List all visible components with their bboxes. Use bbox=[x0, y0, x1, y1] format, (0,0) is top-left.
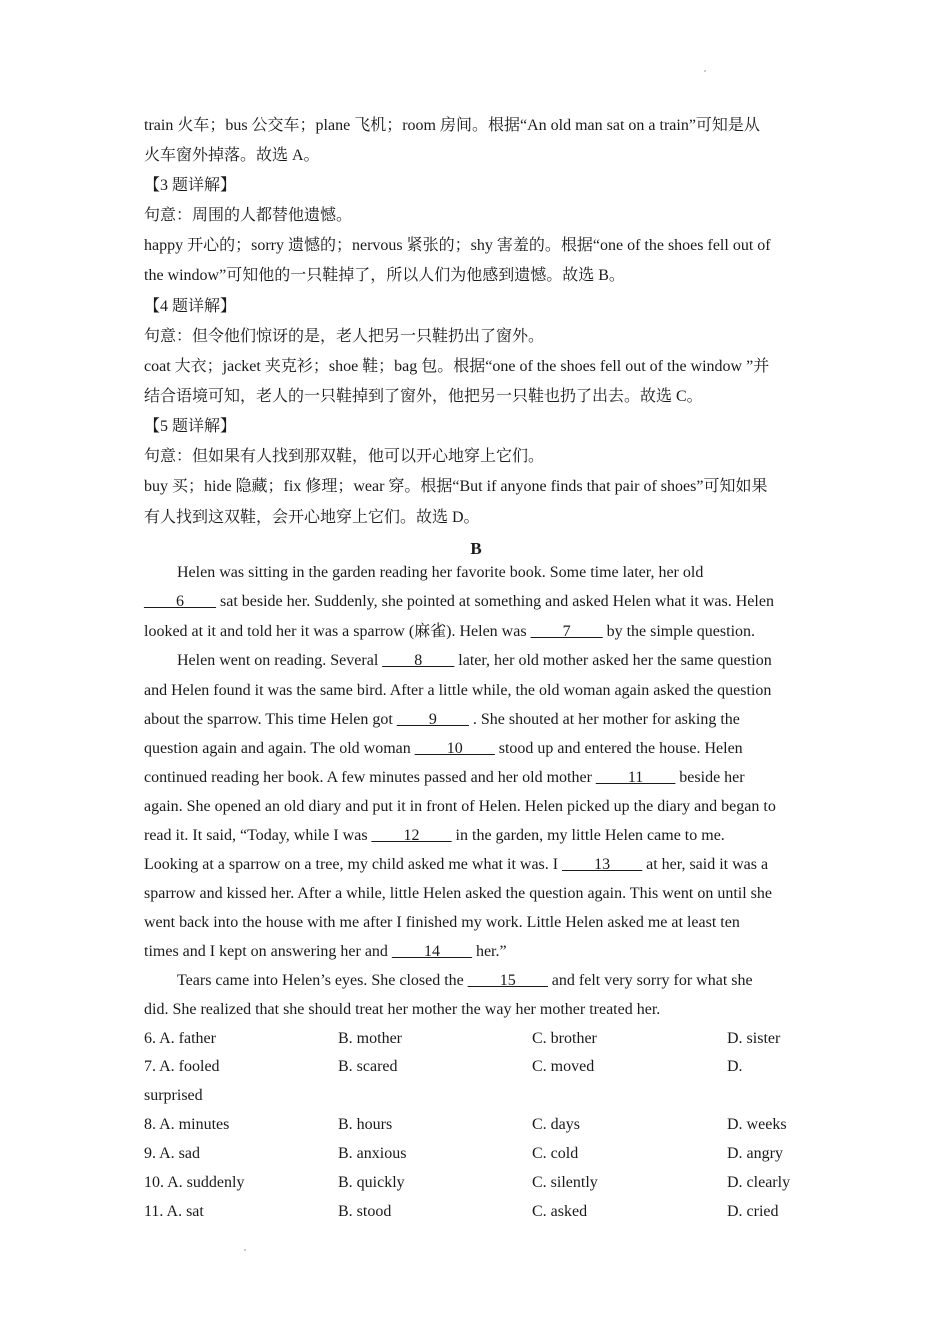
passage-line bbox=[144, 622, 755, 642]
option-row bbox=[144, 1115, 808, 1135]
passage-text: and felt very sorry for what she bbox=[547, 972, 753, 989]
option-row bbox=[144, 1057, 808, 1077]
passage-line bbox=[144, 681, 771, 701]
option-choice: C. moved bbox=[532, 1058, 595, 1075]
passage-text: continued reading her book. A few minutes passed and her old mother bbox=[144, 769, 596, 786]
option-choice: D. angry bbox=[727, 1145, 783, 1162]
blank-number: ____9____ bbox=[396, 711, 469, 728]
passage-text: Helen was sitting in the garden reading her favorite book. Some time later, her old bbox=[177, 564, 704, 581]
explanation-line: 火车窗外掉落。故选 A。 bbox=[144, 147, 320, 164]
option-row bbox=[144, 1144, 808, 1164]
blank-number: ____13____ bbox=[562, 856, 643, 873]
option-choice: C. brother bbox=[532, 1030, 597, 1047]
passage-text: and Helen found it was the same bird. After a little while, the old woman again asked the question bbox=[144, 682, 772, 699]
passage-line bbox=[144, 826, 725, 846]
explanation-line: 句意：周围的人都替他遗憾。 bbox=[144, 207, 353, 224]
option-choice: C. asked bbox=[532, 1203, 588, 1220]
option-choice: B. stood bbox=[338, 1203, 392, 1220]
explanation-line: happy 开心的；sorry 遗憾的；nervous 紧张的；shy 害羞的。根据“one of the shoes fell out of bbox=[144, 237, 771, 254]
explanation-line: 【4 题详解】 bbox=[144, 298, 237, 315]
passage-text: sparrow and kissed her. After a while, little Helen asked the question again. This went on until she bbox=[144, 885, 773, 902]
explanation-line: 结合语境可知，老人的一只鞋掉到了窗外，他把另一只鞋也扔了出去。故选 C。 bbox=[144, 388, 703, 405]
passage-text: sat beside her. Suddenly, she pointed at something and asked Helen what it was. Helen bbox=[216, 593, 774, 610]
blank-number: ____10____ bbox=[414, 740, 495, 757]
passage-line bbox=[177, 971, 753, 991]
passage-text: at her, said it was a bbox=[642, 856, 769, 873]
explanation-line: buy 买；hide 隐藏；fix 修理；wear 穿。根据“But if anyone finds that pair of shoes”可知如果 bbox=[144, 478, 768, 495]
passage-line bbox=[144, 913, 740, 933]
blank-number: ____12____ bbox=[371, 827, 452, 844]
passage-text: Looking at a sparrow on a tree, my child asked me what it was. I bbox=[144, 856, 563, 873]
option-choice: 11. A. sat bbox=[144, 1203, 204, 1220]
option-row bbox=[144, 1086, 808, 1106]
explanation-line: 有人找到这双鞋，会开心地穿上它们。故选 D。 bbox=[144, 509, 480, 526]
option-choice: B. scared bbox=[338, 1058, 398, 1075]
option-choice: B. hours bbox=[338, 1116, 393, 1133]
explanation-line: the window”可知他的一只鞋掉了，所以人们为他感到遗憾。故选 B。 bbox=[144, 267, 625, 284]
passage-line bbox=[144, 797, 776, 817]
option-choice: D. sister bbox=[727, 1030, 781, 1047]
passage-text: times and I kept on answering her and bbox=[144, 943, 392, 960]
page-mark-bottom bbox=[244, 1249, 246, 1251]
passage-text: Tears came into Helen’s eyes. She closed the bbox=[177, 972, 468, 989]
section-title: B bbox=[470, 539, 482, 558]
passage-text: read it. It said, “Today, while I was bbox=[144, 827, 372, 844]
passage-line bbox=[144, 855, 768, 875]
passage-text: went back into the house with me after I finished my work. Little Helen asked me at least ten bbox=[144, 914, 740, 931]
passage-text: later, her old mother asked her the same question bbox=[454, 652, 772, 669]
passage-text: did. She realized that she should treat her mother the way her mother treated her. bbox=[144, 1001, 661, 1018]
explanation-line: 句意：但如果有人找到那双鞋，他可以开心地穿上它们。 bbox=[144, 448, 545, 465]
passage-line bbox=[144, 768, 745, 788]
option-choice: B. quickly bbox=[338, 1174, 405, 1191]
page-mark-top bbox=[704, 70, 706, 72]
option-row bbox=[144, 1202, 808, 1222]
passage-text: her.” bbox=[471, 943, 507, 960]
option-choice: C. cold bbox=[532, 1145, 579, 1162]
option-choice: D. clearly bbox=[727, 1174, 791, 1191]
passage-text: question again and again. The old woman bbox=[144, 740, 415, 757]
option-choice: C. days bbox=[532, 1116, 580, 1133]
passage-text: looked at it and told her it was a sparrow (麻雀). Helen was bbox=[144, 623, 531, 640]
option-choice: C. silently bbox=[532, 1174, 598, 1191]
option-choice: B. mother bbox=[338, 1030, 402, 1047]
explanation-line: coat 大衣；jacket 夹克衫；shoe 鞋；bag 包。根据“one of the shoes fell out of the window ”并 bbox=[144, 358, 770, 375]
explanation-line: 【5 题详解】 bbox=[144, 418, 237, 435]
passage-text: beside her bbox=[675, 769, 745, 786]
option-choice: B. anxious bbox=[338, 1145, 407, 1162]
option-choice: 9. A. sad bbox=[144, 1145, 200, 1162]
passage-line bbox=[144, 942, 507, 962]
passage-text: . She shouted at her mother for asking the bbox=[468, 711, 740, 728]
option-choice: 7. A. fooled bbox=[144, 1058, 220, 1075]
explanation-line: train 火车；bus 公交车；plane 飞机；room 房间。根据“An old man sat on a train”可知是从 bbox=[144, 117, 760, 134]
passage-line bbox=[177, 651, 772, 671]
passage-text: about the sparrow. This time Helen got bbox=[144, 711, 397, 728]
blank-number: ____15____ bbox=[467, 972, 548, 989]
blank-number: ____14____ bbox=[391, 943, 472, 960]
option-choice: 10. A. suddenly bbox=[144, 1174, 245, 1191]
passage-text: stood up and entered the house. Helen bbox=[494, 740, 743, 757]
option-choice: 6. A. father bbox=[144, 1030, 216, 1047]
blank-number: ____6____ bbox=[144, 593, 216, 610]
option-choice: surprised bbox=[144, 1087, 203, 1104]
passage-line bbox=[177, 563, 703, 583]
blank-number: ____8____ bbox=[382, 652, 455, 669]
option-choice: 8. A. minutes bbox=[144, 1116, 230, 1133]
passage-line bbox=[144, 739, 743, 759]
explanation-line: 句意：但令他们惊讶的是，老人把另一只鞋扔出了窗外。 bbox=[144, 328, 545, 345]
passage-line bbox=[144, 884, 772, 904]
passage-text: again. She opened an old diary and put it in front of Helen. Helen picked up the diary and began to bbox=[144, 798, 776, 815]
option-choice: D. bbox=[727, 1058, 743, 1075]
passage-text: in the garden, my little Helen came to me. bbox=[451, 827, 725, 844]
option-row bbox=[144, 1173, 808, 1193]
blank-number: ____11____ bbox=[595, 769, 676, 786]
explanation-line: 【3 题详解】 bbox=[144, 177, 237, 194]
option-choice: D. weeks bbox=[727, 1116, 787, 1133]
passage-text: Helen went on reading. Several bbox=[177, 652, 383, 669]
option-choice: D. cried bbox=[727, 1203, 779, 1220]
passage-line bbox=[144, 710, 740, 730]
blank-number: ____7____ bbox=[530, 623, 603, 640]
passage-line bbox=[144, 592, 774, 612]
passage-line bbox=[144, 1000, 660, 1020]
option-row bbox=[144, 1029, 808, 1049]
passage-text: by the simple question. bbox=[602, 623, 756, 640]
